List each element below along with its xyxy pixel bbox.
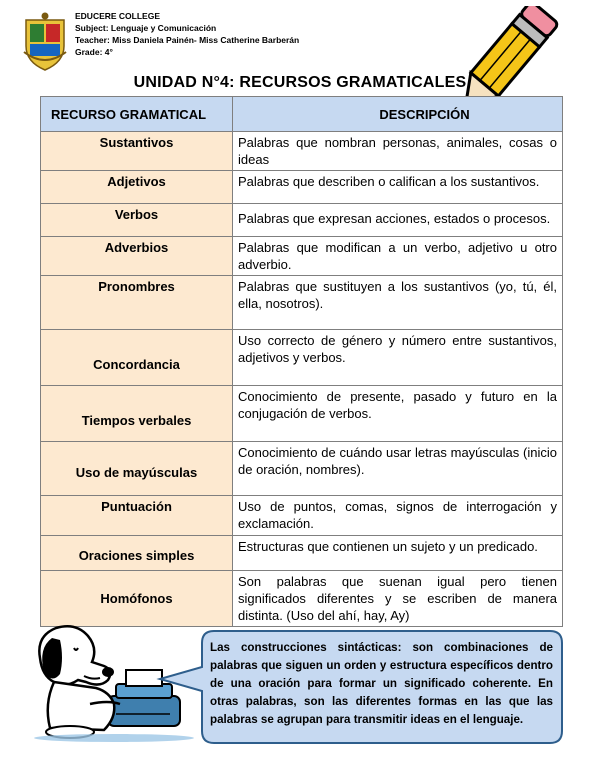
table-row xyxy=(41,536,563,571)
table-row xyxy=(41,386,563,442)
school-name: EDUCERE COLLEGE xyxy=(75,11,161,21)
term-cell: Tiempos verbales xyxy=(41,386,233,442)
description-cell: Uso de puntos, comas, signos de interrogación y exclamación. xyxy=(233,496,563,536)
description-cell: Palabras que modifican a un verbo, adjetivo u otro adverbio. xyxy=(233,237,563,276)
description-cell: Palabras que sustituyen a los sustantivos (yo, tú, él, ella, nosotros). xyxy=(233,276,563,330)
term-cell: Concordancia xyxy=(41,330,233,386)
speech-bubble xyxy=(196,627,566,747)
bubble-text: Las construcciones sintácticas: son combinaciones de palabras que siguen un orden y estructura específicos dentro de una oración para formar un significado coherente. En otras palabras, son las diferentes formas en las que las palabras se agrupan para transmitir ideas en el lenguaje. xyxy=(210,641,553,726)
description-cell: Estructuras que contienen un sujeto y un predicado. xyxy=(233,536,563,571)
description-cell: Palabras que nombran personas, animales, cosas o ideas xyxy=(233,132,563,171)
term-cell: Oraciones simples xyxy=(41,536,233,571)
term-cell: Pronombres xyxy=(41,276,233,330)
table-row xyxy=(41,442,563,496)
term-cell: Adverbios xyxy=(41,237,233,276)
description-cell: Son palabras que suenan igual pero tienen significados diferentes y se escriben de manera distinta. (Uso del ahí, hay, Ay) xyxy=(233,571,563,627)
table-row xyxy=(41,496,563,536)
term-cell: Adjetivos xyxy=(41,171,233,204)
description-cell: Uso correcto de género y número entre sustantivos, adjetivos y verbos. xyxy=(233,330,563,386)
column-header-description: DESCRIPCIÓN xyxy=(233,97,563,132)
table-header-row xyxy=(41,97,563,132)
table-row xyxy=(41,204,563,237)
table-row xyxy=(41,237,563,276)
teacher-line: Teacher: Miss Daniela Painén- Miss Catherine Barberán xyxy=(75,35,300,45)
table-row xyxy=(41,330,563,386)
subject-line: Subject: Lenguaje y Comunicación xyxy=(75,23,217,33)
term-cell: Puntuación xyxy=(41,496,233,536)
school-info xyxy=(75,10,299,58)
page-title: UNIDAD N°4: RECURSOS GRAMATICALES xyxy=(133,74,467,91)
description-cell: Palabras que expresan acciones, estados o procesos. xyxy=(233,204,563,237)
table-row xyxy=(41,171,563,204)
term-cell: Verbos xyxy=(41,204,233,237)
description-cell: Conocimiento de cuándo usar letras mayúsculas (inicio de oración, nombres). xyxy=(233,442,563,496)
column-header-resource: RECURSO GRAMATICAL xyxy=(41,97,233,132)
description-cell: Palabras que describen o califican a los sustantivos. xyxy=(233,171,563,204)
grade-line: Grade: 4° xyxy=(75,47,113,57)
grammar-table xyxy=(40,96,563,627)
term-cell: Uso de mayúsculas xyxy=(41,442,233,496)
term-cell: Homófonos xyxy=(41,571,233,627)
term-cell: Sustantivos xyxy=(41,132,233,171)
description-cell: Conocimiento de presente, pasado y futuro en la conjugación de verbos. xyxy=(233,386,563,442)
school-crest-icon xyxy=(22,12,68,72)
table-row xyxy=(41,276,563,330)
table-row xyxy=(41,132,563,171)
